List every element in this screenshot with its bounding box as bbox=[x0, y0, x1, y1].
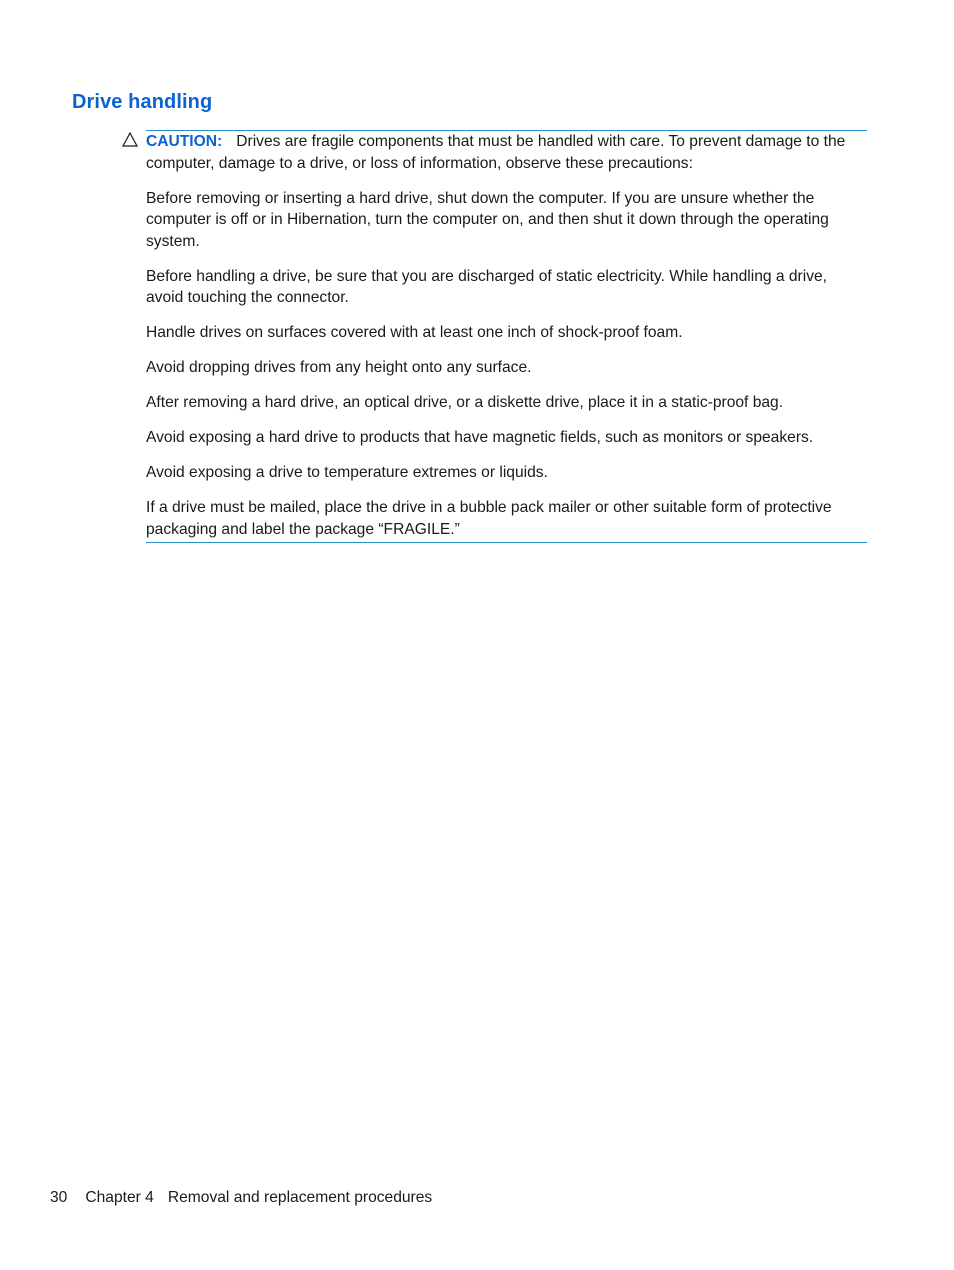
chapter-title: Removal and replacement procedures bbox=[167, 1189, 433, 1206]
page-footer bbox=[50, 1189, 432, 1207]
precaution-item: Handle drives on surfaces covered with at least one inch of shock-proof foam. bbox=[146, 324, 683, 341]
caution-intro-text: Drives are fragile components that must be handled with care. To prevent damage to the computer, damage to a drive, or loss of information, observe these precautions: bbox=[146, 133, 846, 172]
precaution-item: After removing a hard drive, an optical drive, or a diskette drive, place it in a static-proof bag. bbox=[146, 394, 784, 411]
precaution-item: Before handling a drive, be sure that you are discharged of static electricity. While handling a drive, avoid touching the connector. bbox=[146, 267, 828, 306]
caution-triangle-icon bbox=[122, 132, 138, 147]
precaution-item: Avoid exposing a hard drive to products that have magnetic fields, such as monitors or speakers. bbox=[146, 429, 814, 446]
caution-note bbox=[146, 130, 867, 543]
precaution-item: Before removing or inserting a hard drive, shut down the computer. If you are unsure whether the computer is off or in Hibernation, turn the computer on, and then shut it down through the operating system. bbox=[146, 189, 829, 250]
precaution-item: Avoid exposing a drive to temperature extremes or liquids. bbox=[146, 464, 548, 481]
section-heading: Drive handling bbox=[72, 91, 213, 113]
precaution-item: If a drive must be mailed, place the drive in a bubble pack mailer or other suitable form of protective packaging and label the package “FRAGILE.” bbox=[146, 499, 832, 538]
caution-label: CAUTION: bbox=[146, 133, 223, 150]
page-number: 30 bbox=[50, 1189, 68, 1206]
precaution-item: Avoid dropping drives from any height onto any surface. bbox=[146, 359, 532, 376]
chapter-label: Chapter 4 bbox=[85, 1189, 154, 1206]
caution-intro bbox=[146, 131, 867, 174]
